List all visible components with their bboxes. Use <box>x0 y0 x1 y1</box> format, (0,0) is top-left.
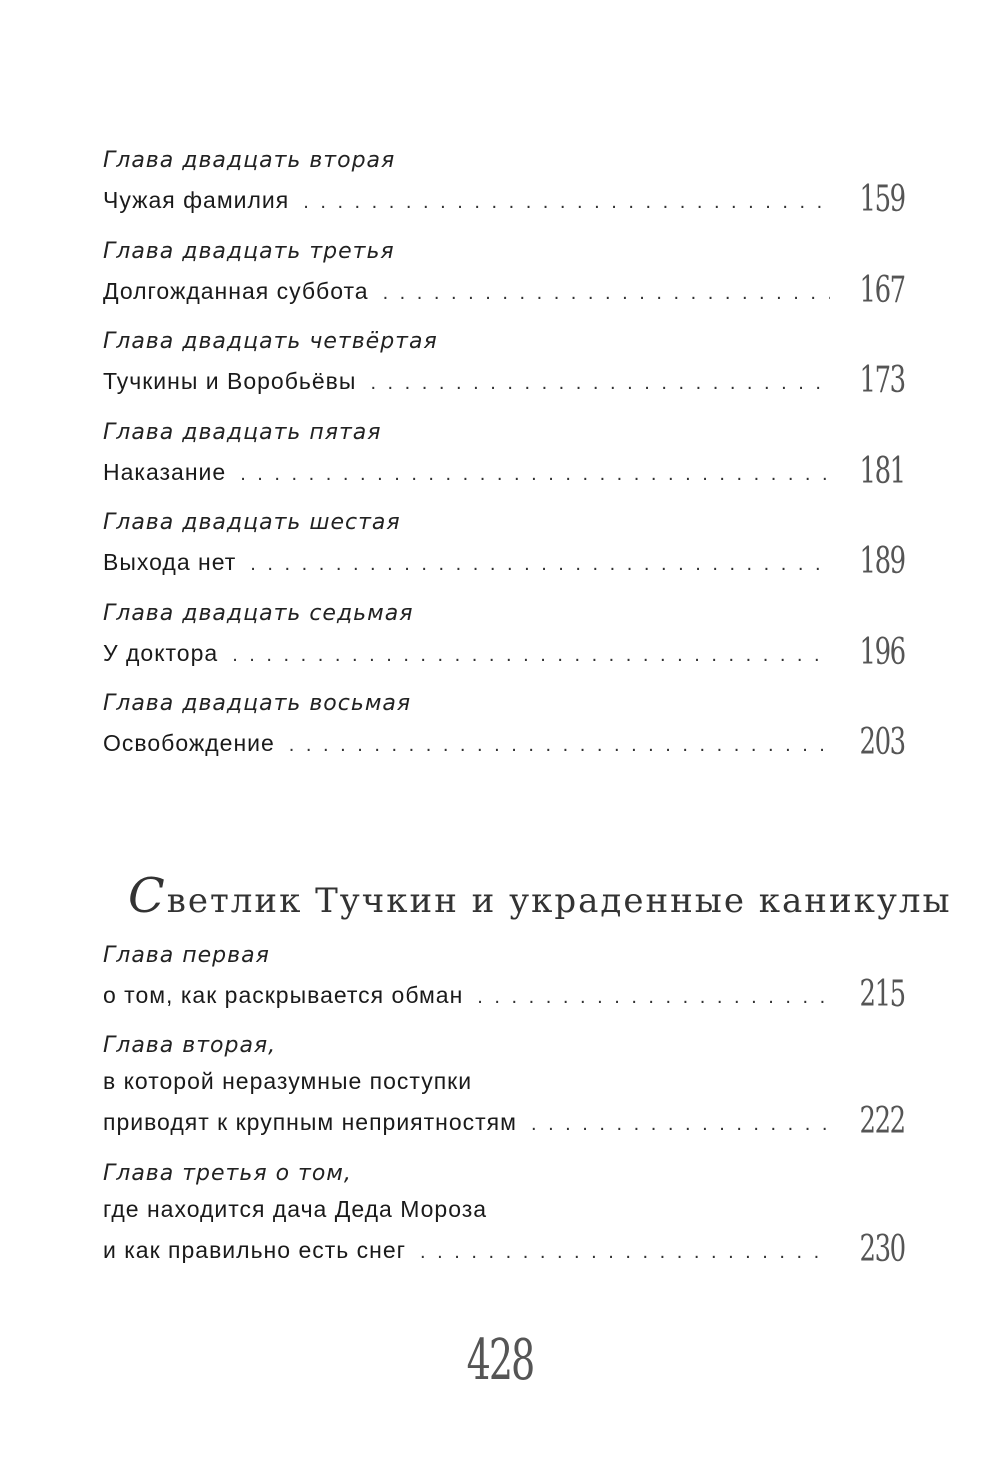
chapter-heading: Глава вторая, <box>103 1033 277 1058</box>
chapter-heading: Глава первая <box>103 943 270 968</box>
chapter-title-line <box>103 1191 905 1228</box>
chapter-heading: Глава третья о том, <box>103 1161 352 1186</box>
chapter-title: Освобождение <box>103 730 275 756</box>
chapter-heading: Глава двадцать пятая <box>103 420 382 445</box>
chapter-heading: Глава двадцать вторая <box>103 148 396 173</box>
toc-entry <box>103 1157 905 1270</box>
chapter-title: Тучкины и Воробьёвы <box>103 368 357 394</box>
dot-leader <box>232 637 830 674</box>
chapter-title-line <box>103 1100 905 1142</box>
page-number-text: 428 <box>466 1328 534 1393</box>
toc-entry <box>103 506 905 582</box>
toc-entry <box>103 235 905 311</box>
chapter-title: приводят к крупным неприятностям <box>103 1109 517 1135</box>
dot-leader <box>289 727 830 764</box>
toc-entry <box>103 1029 905 1142</box>
page-reference: 181 <box>859 451 905 492</box>
page-reference: 196 <box>859 632 905 673</box>
chapter-heading: Глава двадцать третья <box>103 239 395 264</box>
toc-entry <box>103 416 905 492</box>
page-reference: 203 <box>859 722 905 763</box>
chapter-title-line <box>103 359 905 401</box>
dot-leader <box>420 1234 830 1271</box>
chapter-title: Долгожданная суббота <box>103 278 369 304</box>
chapter-title-line <box>103 1228 905 1270</box>
chapter-title-line <box>103 973 905 1015</box>
page-reference: 167 <box>859 270 905 311</box>
chapter-title: где находится дача Деда Мороза <box>103 1196 488 1222</box>
toc-entry <box>103 687 905 763</box>
toc-entry <box>103 597 905 673</box>
dot-leader <box>240 456 830 493</box>
page-reference: 173 <box>859 360 905 401</box>
dot-leader <box>250 546 830 583</box>
toc-entry <box>103 939 905 1015</box>
dot-leader <box>383 275 831 312</box>
chapter-title-line <box>103 631 905 673</box>
page-reference: 189 <box>859 541 905 582</box>
page-reference: 230 <box>859 1229 905 1270</box>
section-title-initial: С <box>128 868 167 924</box>
chapter-title: о том, как раскрывается обман <box>103 982 464 1008</box>
page-reference: 159 <box>859 179 905 220</box>
dot-leader <box>303 184 830 221</box>
chapter-title-line <box>103 721 905 763</box>
chapter-title-line <box>103 1063 905 1100</box>
chapter-title: и как правильно есть снег <box>103 1237 407 1263</box>
dot-leader <box>477 979 830 1016</box>
toc-entry <box>103 325 905 401</box>
chapter-title-line <box>103 450 905 492</box>
chapter-title-line <box>103 269 905 311</box>
dot-leader <box>531 1106 830 1143</box>
chapter-title: Выхода нет <box>103 549 237 575</box>
page-number <box>0 1328 1000 1393</box>
chapter-heading: Глава двадцать шестая <box>103 510 401 535</box>
chapter-title: Наказание <box>103 459 227 485</box>
chapter-title-line <box>103 178 905 220</box>
section-title-text: ветлик Тучкин и украденные каникулы <box>166 881 952 921</box>
toc-entry <box>103 144 905 220</box>
chapter-heading: Глава двадцать седьмая <box>103 601 414 626</box>
chapter-heading: Глава двадцать восьмая <box>103 691 412 716</box>
chapter-title: У доктора <box>103 640 219 666</box>
chapter-title-line <box>103 540 905 582</box>
dot-leader <box>370 365 830 402</box>
page-reference: 222 <box>859 1101 905 1142</box>
chapter-title: в которой неразумные поступки <box>103 1068 473 1094</box>
chapter-heading: Глава двадцать четвёртая <box>103 329 438 354</box>
page-reference: 215 <box>859 974 905 1015</box>
section-title <box>128 868 952 924</box>
chapter-title: Чужая фамилия <box>103 187 290 213</box>
